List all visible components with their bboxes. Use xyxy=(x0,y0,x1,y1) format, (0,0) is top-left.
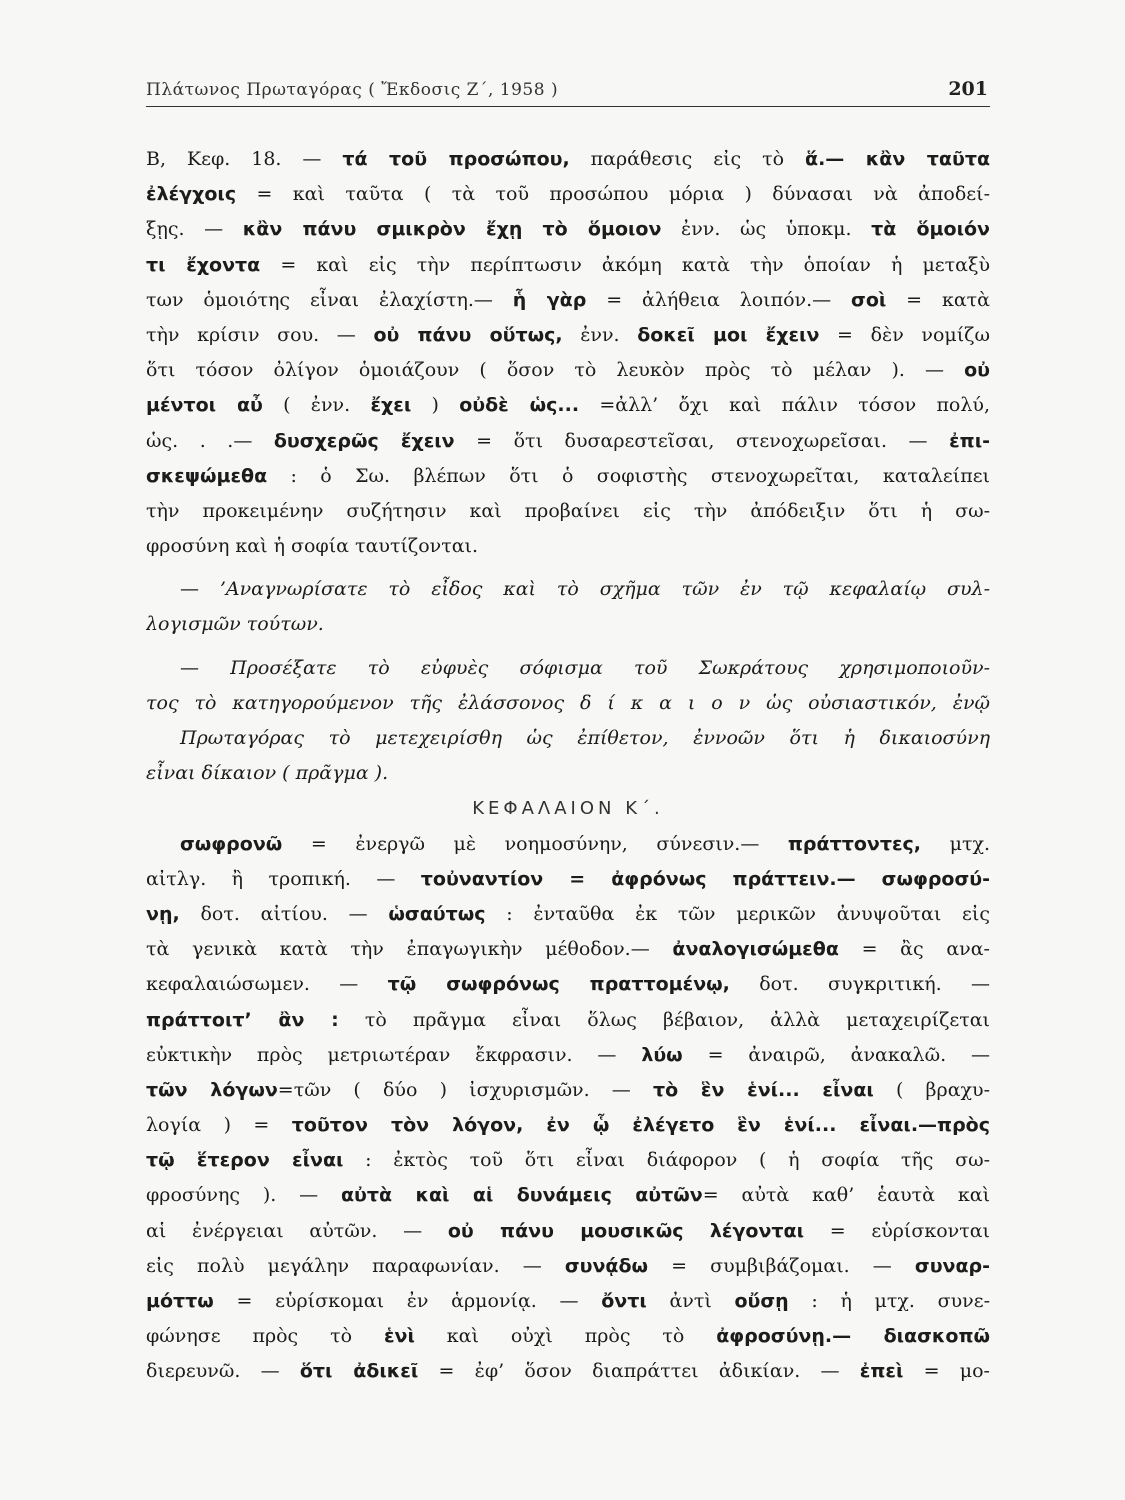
gloss-text: = μο- xyxy=(903,1360,990,1383)
lemma-term: ἧ γὰρ xyxy=(512,288,587,311)
gloss-text: εὐκτικὴν πρὸς μετριωτέραν ἔκφρασιν. — xyxy=(146,1043,642,1066)
lemma-term: πράττοντες, xyxy=(787,832,922,855)
gloss-text: ἐνν. xyxy=(562,323,638,346)
lemma-term: ἀφροσύνῃ.— διασκοπῶ xyxy=(716,1325,990,1348)
italic-text: — ’Αναγνωρίσατε τὸ εἶδος καὶ τὸ σχῆμα τῶν ἐν τῷ κεφαλαίῳ συλ- xyxy=(180,578,990,601)
gloss-text: =τῶν ( δύο ) ἰσχυρισμῶν. — xyxy=(277,1078,653,1101)
lemma-term: πράττοιτ’ ἂν : xyxy=(146,1008,339,1031)
lemma-term: τοὐναντίον = ἀφρόνως πράττειν.— σωφροσύ- xyxy=(420,867,990,890)
running-title: Πλάτωνος Πρωταγόρας ( Ἔκδοσις Ζ΄, 1958 ) xyxy=(146,80,559,100)
gloss-text: = εὑρίσκονται xyxy=(803,1219,990,1242)
text-line xyxy=(146,424,990,459)
page-number: 201 xyxy=(948,78,988,100)
gloss-text: μτχ. xyxy=(921,832,990,855)
gloss-text: αἱ ἐνέργειαι αὐτῶν. — xyxy=(146,1219,448,1242)
gloss-text: ( βραχυ- xyxy=(873,1078,990,1101)
text-line xyxy=(146,932,990,967)
gloss-text: = εὑρίσκομαι ἐν ἁρμονίᾳ. — xyxy=(213,1290,602,1312)
text-line xyxy=(146,862,990,897)
italic-text: Πρωταγόρας τὸ μετεχειρίσθη ὡς ἐπίθετον, ἐννοῶν ὅτι ἡ δικαιοσύνη xyxy=(180,727,990,749)
gloss-text: ( ἐνν. xyxy=(262,394,371,417)
text-line xyxy=(146,459,990,494)
gloss-text: διερευνῶ. — xyxy=(146,1360,300,1383)
text-line xyxy=(146,318,990,353)
lemma-term: λύω xyxy=(641,1043,683,1066)
gloss-text: δοτ. συγκριτική. — xyxy=(729,973,990,996)
page-header xyxy=(146,74,990,107)
gloss-text: : ἡ μτχ. συνε- xyxy=(788,1290,990,1312)
gloss-text: καὶ οὐχὶ πρὸς τὸ xyxy=(414,1325,717,1348)
commentary-text xyxy=(146,142,990,1390)
italic-text: — Προσέξατε τὸ εὐφυὲς σόφισμα τοῦ Σωκράτους χρησιμοποιοῦν- xyxy=(180,656,990,679)
text-line xyxy=(146,1038,990,1073)
gloss-text: : ὁ Σω. βλέπων ὅτι ὁ σοφιστὴς στενοχωρεῖται, καταλείπει xyxy=(267,464,990,487)
gloss-text: των ὁμοιότης εἶναι ἐλαχίστη.— xyxy=(146,288,513,311)
lemma-term: δυσχερῶς ἔχειν xyxy=(273,429,455,452)
text-line xyxy=(146,686,990,721)
lemma-term: σοὶ xyxy=(851,288,887,311)
gloss-text: φροσύνη καὶ ἡ σοφία ταυτίζονται. xyxy=(146,535,479,558)
text-line xyxy=(146,756,990,791)
text-line xyxy=(146,1284,990,1319)
text-line xyxy=(146,529,990,564)
lemma-term: τὸ ἓν ἑνί... εἶναι xyxy=(652,1078,874,1101)
lemma-term: σωφρονῶ xyxy=(180,832,283,855)
gloss-text: = ὅτι δυσαρεστεῖσαι, στενοχωρεῖσαι. — xyxy=(454,429,950,452)
lemma-term: οὐ πάνυ μουσικῶς λέγονται xyxy=(447,1219,804,1242)
lemma-term: ἔχει xyxy=(370,394,412,417)
italic-text: εἶναι δίκαιον ( πρᾶγμα ). xyxy=(146,762,389,785)
text-line xyxy=(146,1354,990,1389)
gloss-text: λογία ) = xyxy=(146,1114,292,1137)
lemma-term: κἂν πάνυ σμικρὸν ἔχῃ τὸ ὅμοιον xyxy=(242,218,662,241)
gloss-text: Β, Κεφ. 18. — xyxy=(146,148,343,170)
lemma-term: ἅ.— κἂν ταῦτα xyxy=(805,148,990,170)
text-line xyxy=(146,1319,990,1354)
gloss-text: = ἀναιρῶ, ἀνακαλῶ. — xyxy=(682,1043,990,1066)
gloss-text: τὴν προκειμένην συζήτησιν καὶ προβαίνει εἰς τὴν ἀπόδειξιν ὅτι ἡ σω- xyxy=(146,499,990,522)
text-line xyxy=(146,283,990,318)
gloss-text: : ἐνταῦθα ἐκ τῶν μερικῶν ἀνυψοῦται εἰς xyxy=(485,902,990,925)
gloss-text: παράθεσις εἰς τὸ xyxy=(569,148,806,170)
lemma-term: τά τοῦ προσώπου, xyxy=(342,148,570,170)
chapter-heading xyxy=(146,791,990,826)
lemma-term: συνᾴδω xyxy=(564,1254,649,1277)
text-line xyxy=(146,1143,990,1178)
italic-text: λογισμῶν τούτων. xyxy=(146,613,324,636)
text-line xyxy=(146,897,990,932)
text-line xyxy=(146,1214,990,1249)
lemma-term: ἀναλογισώμεθα xyxy=(672,938,839,961)
text-line xyxy=(146,212,990,247)
lemma-term: ὡσαύτως xyxy=(388,902,486,925)
text-line xyxy=(146,1003,990,1038)
text-line xyxy=(146,827,990,862)
lemma-term: τῷ ἕτερον εἶναι xyxy=(146,1149,344,1172)
text-line xyxy=(146,721,990,756)
lemma-term: μέντοι αὖ xyxy=(146,394,263,417)
gloss-text: ἐνν. ὡς ὑποκμ. xyxy=(661,218,872,241)
lemma-term: τι ἔχοντα xyxy=(146,253,261,276)
gloss-text: αἰτλγ. ἢ τροπική. — xyxy=(146,867,421,890)
lemma-term: δοκεῖ μοι ἔχειν xyxy=(637,323,820,346)
gloss-text: ΚΕΦΑΛΑΙΟΝ Κ΄. xyxy=(472,798,664,820)
gloss-text: τὸ πρᾶγμα εἶναι ὅλως βέβαιον, ἀλλὰ μεταχειρίζεται xyxy=(338,1008,990,1031)
text-line xyxy=(146,1108,990,1143)
gloss-text: = καὶ ταῦτα ( τὰ τοῦ προσώπου μόρια ) δύνασαι νὰ ἀποδεί- xyxy=(236,183,990,206)
lemma-term: οὔσῃ xyxy=(734,1290,789,1312)
gloss-text: = ἂς ανα- xyxy=(838,938,990,961)
lemma-term: ὄντι xyxy=(601,1290,647,1312)
gloss-text: : ἐκτὸς τοῦ ὅτι εἶναι διάφορον ( ἡ σοφία τῆς σω- xyxy=(343,1149,990,1172)
text-line xyxy=(146,353,990,388)
lemma-term: τοῦτον τὸν λόγον, ἐν ᾧ ἐλέγετο ἓν ἑνί... εἶναι.—πρὸς xyxy=(291,1114,990,1137)
gloss-text: = καὶ εἰς τὴν περίπτωσιν ἀκόμη κατὰ τὴν ὁποίαν ἡ μεταξὺ xyxy=(260,253,990,276)
lemma-term: ἐπι- xyxy=(949,429,990,452)
lemma-term: οὐ xyxy=(964,359,990,382)
text-line xyxy=(146,1073,990,1108)
gloss-text: = συμβιβάζομαι. — xyxy=(648,1254,915,1277)
lemma-term: οὐδὲ ὡς... xyxy=(459,394,580,417)
gloss-text: φροσύνης ). — xyxy=(146,1184,341,1207)
gloss-text: ὡς. . .— xyxy=(146,429,274,452)
lemma-term: αὐτὰ καὶ αἱ δυνάμεις αὐτῶν xyxy=(341,1184,703,1207)
lemma-term: οὐ πάνυ οὕτως, xyxy=(373,323,563,346)
gloss-text: ) xyxy=(411,394,460,417)
gloss-text: δοτ. αἰτίου. — xyxy=(179,902,389,925)
gloss-text: ξῃς. — xyxy=(146,218,243,241)
gloss-text: τὰ γενικὰ κατὰ τὴν ἐπαγωγικὴν μέθοδον.— xyxy=(146,938,673,961)
gloss-text: τὴν κρίσιν σου. — xyxy=(146,323,374,346)
text-line xyxy=(146,967,990,1002)
lemma-term: τῶν λόγων xyxy=(146,1078,278,1101)
gloss-text: εἰς πολὺ μεγάλην παραφωνίαν. — xyxy=(146,1254,565,1277)
text-line xyxy=(146,142,990,177)
lemma-term: ἐλέγχοις xyxy=(146,183,237,206)
lemma-term: μόττω xyxy=(146,1290,214,1312)
lemma-term: ὅτι ἀδικεῖ xyxy=(299,1360,419,1383)
lemma-term: συναρ- xyxy=(914,1254,990,1277)
gloss-text: = κατὰ xyxy=(886,288,990,311)
text-line xyxy=(146,1249,990,1284)
gloss-text: = ἐνεργῶ μὲ νοημοσύνην, σύνεσιν.— xyxy=(282,832,788,855)
gloss-text: = δὲν νομίζω xyxy=(819,323,990,346)
lemma-term: σκεψώμεθα xyxy=(146,464,268,487)
gloss-text: = ἀλήθεια λοιπόν.— xyxy=(586,288,852,311)
text-line xyxy=(146,177,990,212)
text-line xyxy=(146,572,990,607)
gloss-text: =ἀλλ’ ὄχι καὶ πάλιν τόσον πολύ, xyxy=(579,394,990,417)
text-line xyxy=(146,1178,990,1213)
gloss-text: ὅτι τόσον ὀλίγον ὁμοιάζουν ( ὅσον τὸ λευκὸν πρὸς τὸ μέλαν ). — xyxy=(146,359,965,382)
gloss-text: = αὐτὰ καθ’ ἑαυτὰ καὶ xyxy=(702,1184,990,1207)
lemma-term: ἑνὶ xyxy=(383,1325,415,1348)
lemma-term: ἐπεὶ xyxy=(859,1360,904,1383)
gloss-text: φώνησε πρὸς τὸ xyxy=(146,1325,384,1348)
text-line xyxy=(146,494,990,529)
gloss-text: κεφαλαιώσωμεν. — xyxy=(146,973,388,996)
lemma-term: τὰ ὅμοιόν xyxy=(871,218,990,241)
lemma-term: τῷ σωφρόνως πραττομένῳ, xyxy=(387,973,730,996)
text-line xyxy=(146,607,990,642)
text-line xyxy=(146,651,990,686)
text-line xyxy=(146,388,990,423)
italic-text: τος τὸ κατηγορούμενον τῆς ἐλάσσονος δ ί κ α ι ο ν ὡς οὐσιαστικόν, ἐνῷ xyxy=(146,691,990,714)
text-line xyxy=(146,248,990,283)
gloss-text: = ἐφ’ ὅσον διαπράττει ἀδικίαν. — xyxy=(418,1360,860,1383)
lemma-term: νῃ, xyxy=(146,902,180,925)
gloss-text: ἀντὶ xyxy=(646,1290,735,1312)
